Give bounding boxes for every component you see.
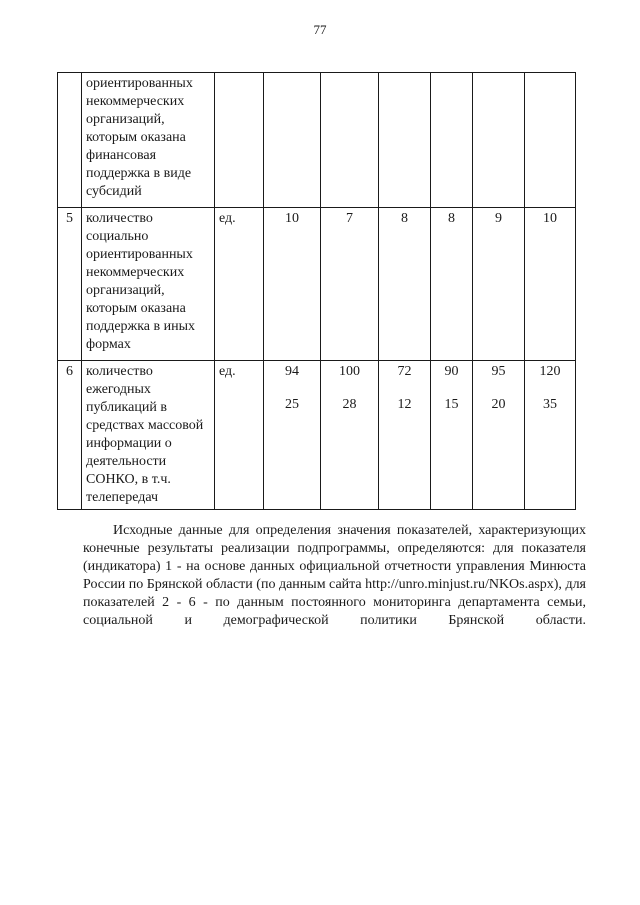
page-number: 77 [313,22,327,37]
indicator-name: количество социально ориентированных некоммерческих организаций, которым оказана поддержка в иных формах [82,208,215,361]
row-number: 5 [58,208,82,361]
value-cell [379,208,431,361]
row-number: 6 [58,361,82,510]
table-row [58,361,576,510]
value: 94 [285,364,299,379]
value-cell [525,208,576,361]
value-cell [473,361,525,510]
source-data-paragraph: Исходные данные для определения значения показателей, характеризующих конечные результаты реализации подпрограммы, определяются: для показателя (индикатора) 1 - на основе данных официальной отчетности управления Минюста России по Брянской области (по данным сайта http://unro.minjust.ru/NKOs.aspx), для показателей 2 - 6 - по данным постоянного мониторинга департамента семьи, социальной и демографической политики Брянской области. [83,523,586,628]
value: 12 [397,397,412,412]
value: 72 [397,364,412,379]
indicator-name: количество ежегодных публикаций в средствах массовой информации о деятельности СОНКО, в т.ч. телепередач [82,361,215,510]
value: 8 [448,211,455,226]
value: 25 [285,397,299,412]
unit-cell [215,73,264,208]
table-row [58,208,576,361]
value: 10 [285,211,299,226]
value-cell [525,73,576,208]
value-cell [431,361,473,510]
value: 35 [543,397,557,412]
value-cell [379,73,431,208]
value: 8 [401,211,408,226]
value: 90 [444,364,459,379]
unit-cell: ед. [215,208,264,361]
value: 100 [339,364,360,379]
indicator-name: ориентированных некоммерческих организаций, которым оказана финансовая поддержка в виде субсидий [82,73,215,208]
value-cell [321,73,379,208]
value-cell [473,73,525,208]
value: 9 [495,211,502,226]
value-cell [321,208,379,361]
value-cell [525,361,576,510]
unit-cell: ед. [215,361,264,510]
value-cell [321,361,379,510]
value: 7 [346,211,353,226]
indicators-table [57,72,576,510]
value: 20 [491,397,506,412]
value: 28 [342,397,357,412]
value-cell [473,208,525,361]
value: 15 [444,397,459,412]
value-cell [379,361,431,510]
table-body [58,73,576,510]
value: 120 [539,364,561,379]
value-cell [431,73,473,208]
value: 10 [543,211,557,226]
row-number [58,73,82,208]
value: 95 [491,364,506,379]
value-cell [431,208,473,361]
value-cell [264,361,321,510]
value-cell [264,73,321,208]
table-row [58,73,576,208]
value-cell [264,208,321,361]
